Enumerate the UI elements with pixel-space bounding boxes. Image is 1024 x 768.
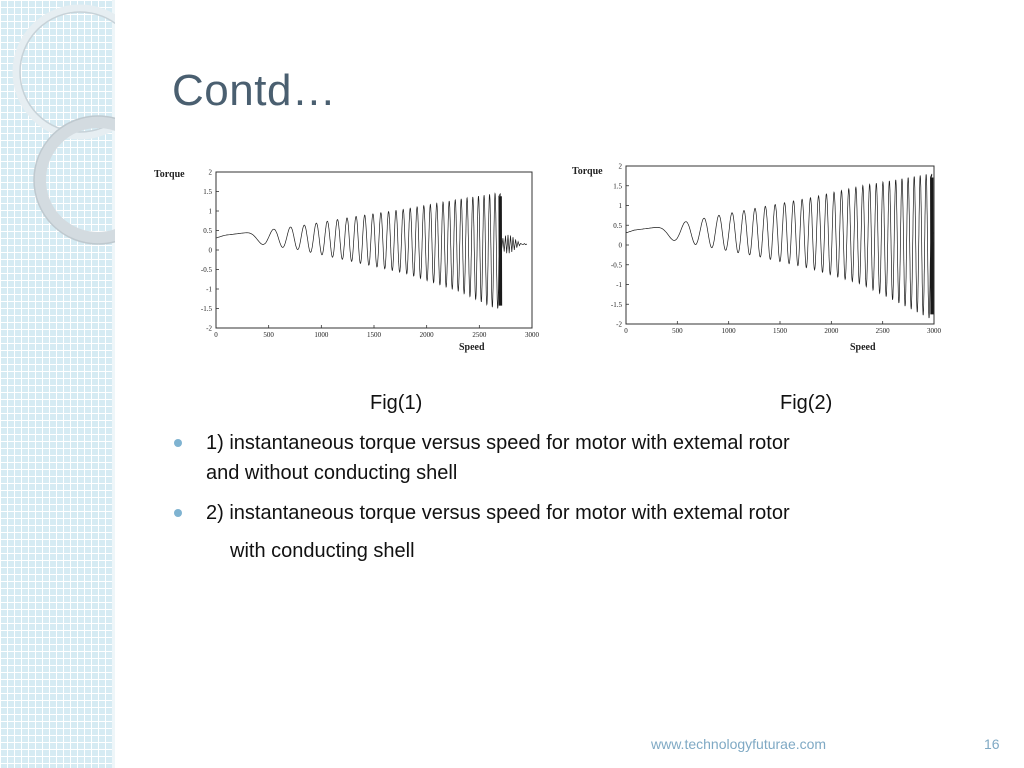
bullet-icon bbox=[174, 439, 182, 447]
y-tick-label: 0.5 bbox=[203, 227, 212, 235]
y-tick-label: -0.5 bbox=[200, 266, 212, 274]
decorative-rings bbox=[0, 0, 115, 250]
slide-title: Contd… bbox=[172, 66, 337, 115]
x-tick-label: 3000 bbox=[927, 327, 941, 335]
figure-1-torque-speed-chart bbox=[150, 160, 550, 360]
y-tick-label: 0 bbox=[208, 246, 212, 255]
x-tick-label: 1500 bbox=[773, 327, 787, 335]
y-tick-label: -0.5 bbox=[610, 261, 622, 270]
bullet-1-text: 1) instantaneous torque versus speed for motor with extemal rotor bbox=[206, 432, 790, 454]
y-tick-label: 1.5 bbox=[203, 188, 212, 196]
figure-2-torque-speed-chart bbox=[568, 158, 958, 358]
x-tick-label: 1000 bbox=[721, 327, 736, 335]
x-axis-label: Speed bbox=[459, 342, 485, 353]
y-tick-label: -1 bbox=[616, 281, 622, 289]
x-tick-label: 1500 bbox=[367, 331, 381, 339]
x-tick-label: 2000 bbox=[824, 327, 839, 335]
figure-1-caption: Fig(1) bbox=[370, 392, 423, 414]
x-tick-label: 3000 bbox=[525, 331, 539, 339]
y-tick-label: -1.5 bbox=[610, 300, 622, 309]
y-tick-label: 1.5 bbox=[613, 182, 622, 191]
bullet-item-1 bbox=[172, 428, 972, 488]
y-tick-label: -2 bbox=[616, 320, 622, 329]
torque-trace-line bbox=[626, 174, 933, 318]
bullet-icon bbox=[174, 509, 182, 517]
y-tick-label: -2 bbox=[206, 324, 212, 333]
y-tick-label: -1 bbox=[206, 285, 212, 294]
plot-frame bbox=[216, 172, 532, 328]
y-tick-label: 2 bbox=[208, 168, 212, 177]
y-tick-label: 0 bbox=[618, 241, 622, 250]
y-axis-label: Torque bbox=[154, 169, 185, 180]
y-tick-label: 1 bbox=[618, 202, 622, 210]
y-axis-label: Torque bbox=[572, 166, 603, 177]
x-tick-label: 2500 bbox=[472, 331, 487, 339]
figure-2-caption: Fig(2) bbox=[780, 392, 833, 414]
bullet-1-text-cont: and without conducting shell bbox=[206, 462, 458, 484]
bullet-2-text: 2) instantaneous torque versus speed for motor with extemal rotor bbox=[206, 502, 790, 524]
y-tick-label: -1.5 bbox=[200, 305, 212, 313]
y-tick-label: 0.5 bbox=[613, 221, 622, 230]
x-tick-label: 1000 bbox=[314, 331, 329, 339]
torque-trace-line bbox=[216, 193, 527, 308]
y-tick-label: 2 bbox=[618, 162, 622, 171]
x-tick-label: 500 bbox=[263, 331, 274, 339]
page-number: 16 bbox=[984, 736, 1000, 752]
bullet-list bbox=[172, 428, 972, 566]
x-tick-label: 500 bbox=[672, 327, 683, 335]
x-tick-label: 0 bbox=[624, 327, 628, 335]
y-tick-label: 1 bbox=[208, 207, 212, 216]
x-axis-label: Speed bbox=[850, 342, 876, 353]
x-tick-label: 2000 bbox=[419, 331, 434, 339]
bullet-item-2 bbox=[172, 498, 972, 528]
bullet-2-text-cont: with conducting shell bbox=[230, 540, 415, 562]
x-tick-label: 0 bbox=[214, 331, 218, 339]
footer-url: www.technologyfuturae.com bbox=[651, 736, 827, 752]
x-tick-label: 2500 bbox=[875, 327, 890, 335]
